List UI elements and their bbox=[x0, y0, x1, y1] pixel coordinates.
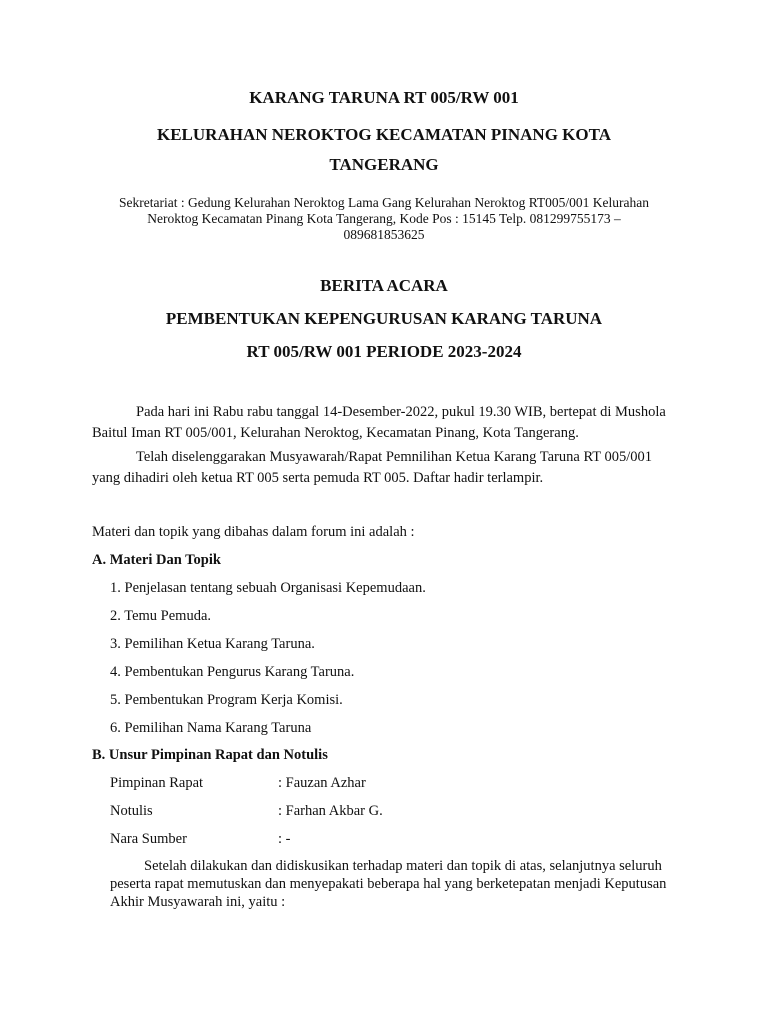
paragraph-meeting-text: Telah diselenggarakan Musyawarah/Rapat Pemnilihan Ketua Karang Taruna RT 005/001 yang dihadiri oleh ketua RT 005 serta pemuda RT 005. Daftar hadir terlampir. bbox=[92, 449, 652, 486]
section-b-heading: B. Unsur Pimpinan Rapat dan Notulis bbox=[92, 747, 328, 763]
doc-period: RT 005/RW 001 PERIODE 2023-2024 bbox=[246, 342, 522, 361]
org-subtitle-line2: TANGERANG bbox=[329, 155, 439, 174]
org-subtitle-line1: KELURAHAN NEROKTOG KECAMATAN PINANG KOTA bbox=[157, 125, 611, 144]
list-item: 4. Pembentukan Pengurus Karang Taruna. bbox=[110, 664, 355, 680]
paragraph-closing-text: Setelah dilakukan dan didiskusikan terhadap materi dan topik di atas, selanjutnya seluruh peserta rapat memutuskan dan menyepakati beberapa hal yang berketepatan menjadi Keputusan Akhir Musyawarah ini, yaitu : bbox=[110, 858, 667, 910]
role-label-leader: Pimpinan Rapat bbox=[110, 775, 204, 791]
secretariat-line1: Sekretariat : Gedung Kelurahan Neroktog Lama Gang Kelurahan Neroktog RT005/001 Kelurahan bbox=[118, 195, 649, 210]
paragraph-opening-text: Pada hari ini Rabu rabu tanggal 14-Desember-2022, pukul 19.30 WIB, bertepat di Mushola Baitul Iman RT 005/001, Kelurahan Neroktog, Kecamatan Pinang, Kota Tangerang. bbox=[92, 404, 666, 441]
role-label-speaker: Nara Sumber bbox=[110, 831, 187, 847]
topics-intro: Materi dan topik yang dibahas dalam forum ini adalah : bbox=[92, 524, 415, 540]
doc-subtitle: PEMBENTUKAN KEPENGURUSAN KARANG TARUNA bbox=[165, 309, 603, 328]
list-item: 6. Pemilihan Nama Karang Taruna bbox=[110, 720, 312, 736]
doc-title: BERITA ACARA bbox=[320, 276, 448, 295]
list-item: 2. Temu Pemuda. bbox=[110, 608, 212, 624]
role-value-speaker: : - bbox=[278, 831, 291, 847]
section-a-heading: A. Materi Dan Topik bbox=[92, 552, 221, 568]
secretariat-line2: Neroktog Kecamatan Pinang Kota Tangerang, Kode Pos : 15145 Telp. 081299755173 – bbox=[147, 211, 621, 226]
list-item: 3. Pemilihan Ketua Karang Taruna. bbox=[110, 636, 315, 652]
role-label-notulis: Notulis bbox=[110, 803, 153, 819]
org-title: KARANG TARUNA RT 005/RW 001 bbox=[249, 88, 519, 107]
secretariat-line3: 089681853625 bbox=[343, 227, 425, 242]
list-item: 1. Penjelasan tentang sebuah Organisasi Kepemudaan. bbox=[110, 580, 426, 596]
role-value-notulis: : Farhan Akbar G. bbox=[278, 803, 383, 819]
paragraph-meeting bbox=[92, 447, 682, 489]
paragraph-opening bbox=[92, 402, 682, 444]
paragraph-closing bbox=[110, 857, 682, 911]
list-item: 5. Pembentukan Program Kerja Komisi. bbox=[110, 692, 343, 708]
role-value-leader: : Fauzan Azhar bbox=[278, 775, 366, 791]
